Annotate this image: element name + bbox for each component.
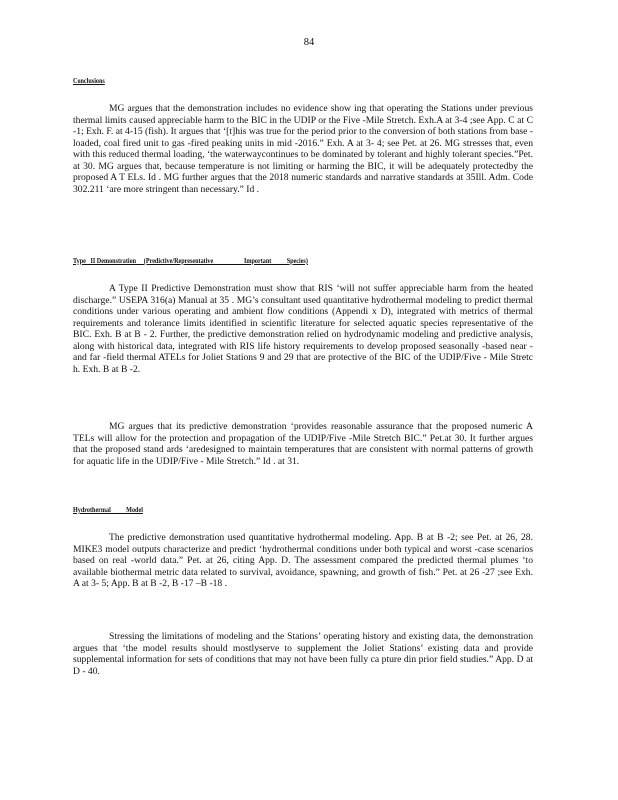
heading-conclusions: Conclusions [73, 76, 105, 85]
heading-type-ii-demonstration: Type II Demonstration (Predictive/Representative Important Species) [73, 256, 308, 265]
paragraph-conclusions [73, 103, 533, 195]
paragraph-text: A Type II Predictive Demonstration must show that RIS ‘will not suffer appreciable harm from the heated discharge.” USEPA 316(a) Manual at 35 . MG’s consultant used quantitative hydrothermal modeling to predict thermal conditions under various operating and ambient flow conditions (Appendi x D), integrated with metrics of thermal requirements and tolerance limits identified in scientific literature for selected aquatic species representative of the BIC. Exh. B at B - 2. Further, the predictive demonstration relied on hydrodynamic modeling and predictive analysis, along with historical data, integrated with RIS life history requirements to develop proposed seasonally -based near -and far -field thermal ATELs for Joliet Stations 9 and 29 that are protective of the BIC of the UDIP/Five - Mile Stretc h. Exh. B at B -2. [73, 283, 533, 375]
paragraph-text: Stressing the limitations of modeling and the Stations’ operating history and existing data, the demonstration argues that ‘the model results should mostlyserve to supplement the Joliet Stations’ existing data and provide supplemental information for sets of conditions that may not have been fully ca pture din prior field studies.” App. D at D - 40. [73, 631, 533, 677]
paragraph-text: MG argues that the demonstration includes no evidence show ing that operating the Stations under previous thermal limits caused appreciable harm to the BIC in the UDIP or the Five -Mile Stretch. Exh.A at 3-4 ;see App. C at C -1; Exh. F. at 4-15 (fish). It argues that ‘[t]his was true for the period prior to the conversion of both stations from base -loaded, coal fired unit to gas -fired peaking units in mid -2016.” Exh. A at 3- 4; see Pet. at 26. MG stresses that, even with this reduced thermal loading, ‘the waterwaycontinues to be dominated by tolerant and highly tolerant species.”Pet. at 30. MG argues that, because temperature is not limiting or harming the BIC, it will be adequately protectedby the proposed A T ELs. Id . MG further argues that the 2018 numeric standards and narrative standards at 35Ill. Adm. Code 302.211 ‘are more stringent than necessary.” Id . [73, 103, 533, 195]
page-number: 84 [303, 37, 315, 48]
paragraph-type-ii-predictive [73, 283, 533, 375]
heading-hydrothermal-model: Hydrothermal Model [73, 505, 143, 514]
paragraph-text: MG argues that its predictive demonstration ‘provides reasonable assurance that the proposed numeric A TELs will allow for the protection and propagation of the UDIP/Five -Mile Stretch BIC.” Pet.at 30. It further argues that the proposed stand ards ‘aredesigned to maintain temperatures that are consistent with normal patterns of growth for aquatic life in the UDIP/Five - Mile Stretch.” Id . at 31. [73, 421, 533, 467]
paragraph-stressing-limitations [73, 631, 533, 677]
paragraph-hydrothermal-modeling [73, 532, 533, 590]
paragraph-mg-argues [73, 421, 533, 467]
paragraph-text: The predictive demonstration used quantitative hydrothermal modeling. App. B at B -2; see Pet. at 26, 28. MIKE3 model outputs characterize and predict ‘hydrothermal conditions under both typical and worst -case scenarios based on real -world data.” Pet. at 26, citing App. D. The assessment compared the predicted thermal plumes ‘to available biothermal metric data related to survival, avoidance, spawning, and growth of fish.” Pet. at 26 -27 ;see Exh. A at 3- 5; App. B at B -2, B -17 –B -18 . [73, 532, 533, 590]
